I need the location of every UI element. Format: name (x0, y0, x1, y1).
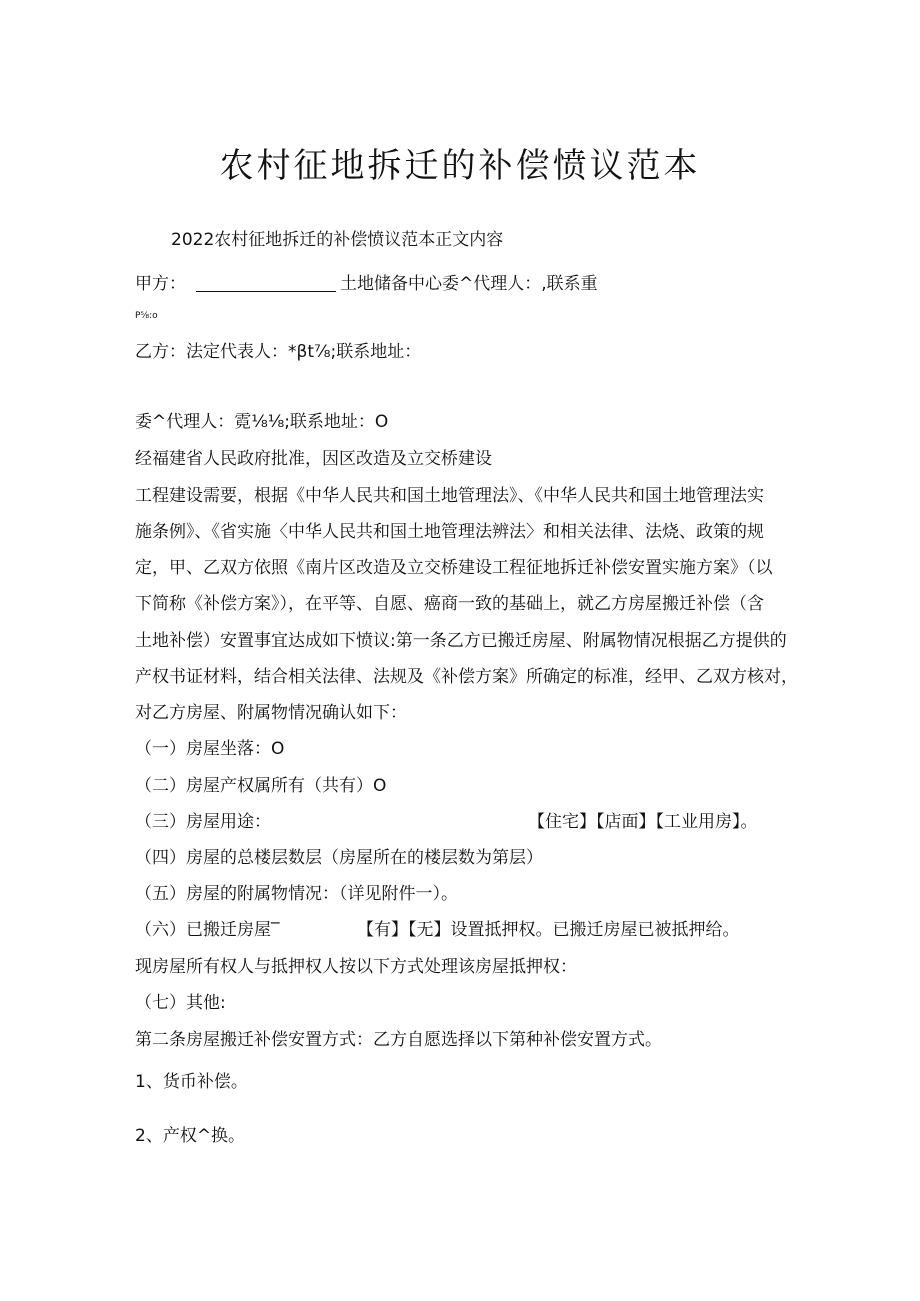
party-a-blank (196, 277, 336, 292)
item-location: （一）房屋坐落：O (135, 739, 285, 759)
subtitle: 2022农村征地拆迁的补偿愤议范本正文内容 (171, 230, 504, 250)
item-other: （七）其他: (135, 993, 226, 1013)
item-mortgage-label: （六）已搬迁房屋‾ (135, 920, 280, 940)
item-ownership: （二）房屋产权属所有（共有）O (135, 776, 387, 796)
party-b-line: 乙方：法定代表人：*βt⅞;联系地址： (135, 342, 422, 362)
option-property-swap: 2、产权^换。 (135, 1126, 246, 1146)
party-a-label: 甲方： (135, 274, 186, 294)
body-line: 施条例》、《省实施〈中华人民共和国土地管理法辨法〉和相关法律、法烧、政策的规 (135, 522, 764, 542)
noise-line: P⅝:o (135, 311, 158, 321)
body-line: 产权书证材料，结合相关法律、法规及《补偿方案》所确定的标准，经甲、乙双方核对， (135, 667, 798, 687)
item-floors: （四）房屋的总楼层数层（房屋所在的楼层数为第层） (135, 848, 543, 868)
option-cash: 1、货币补偿。 (135, 1072, 248, 1092)
body-line: 定，甲、乙双方依照《南片区改造及立交桥建设工程征地拆迁补偿安置实施方案》（以 (135, 558, 773, 578)
body-line: 工程建设需要，根据《中华人民共和国土地管理法》、《中华人民共和国土地管理法实 (135, 486, 764, 506)
document-title: 农村征地拆迁的补偿愤议范本 (219, 146, 701, 186)
item-usage-label: （三）房屋用途： (135, 812, 271, 832)
body-line: 经福建省人民政府批准，因区改造及立交桥建设 (135, 449, 492, 469)
item-usage-options: 【住宅】【店面】【工业用房】。 (528, 812, 758, 832)
body-line: 下简称《补偿方案》），在平等、自愿、癌商一致的基础上，就乙方房屋搬迁补偿（含 (135, 594, 764, 614)
party-a-org: 土地储备中心委^代理人：,联系重 (340, 274, 598, 294)
item-mortgage-options: 【有】【无】设置抵押权。已搬迁房屋已被抵押给。 (357, 920, 740, 940)
party-a-line (135, 273, 598, 295)
mortgage-handling: 现房屋所有权人与抵押权人按以下方式处理该房屋抵押权： (135, 957, 577, 977)
item-attachments: （五）房屋的附属物情况：（详见附件一）。 (135, 884, 458, 904)
agent-line: 委^代理人：霓⅛⅛;联系地址：O (135, 412, 389, 432)
article-2: 第二条房屋搬迁补偿安置方式：乙方自愿选择以下第种补偿安置方式。 (135, 1030, 662, 1050)
body-line: 土地补偿）安置事宜达成如下愤议:第一条乙方已搬迁房屋、附属物情况根据乙方提供的 (135, 631, 787, 651)
body-line: 对乙方房屋、附属物情况确认如下： (135, 703, 407, 723)
